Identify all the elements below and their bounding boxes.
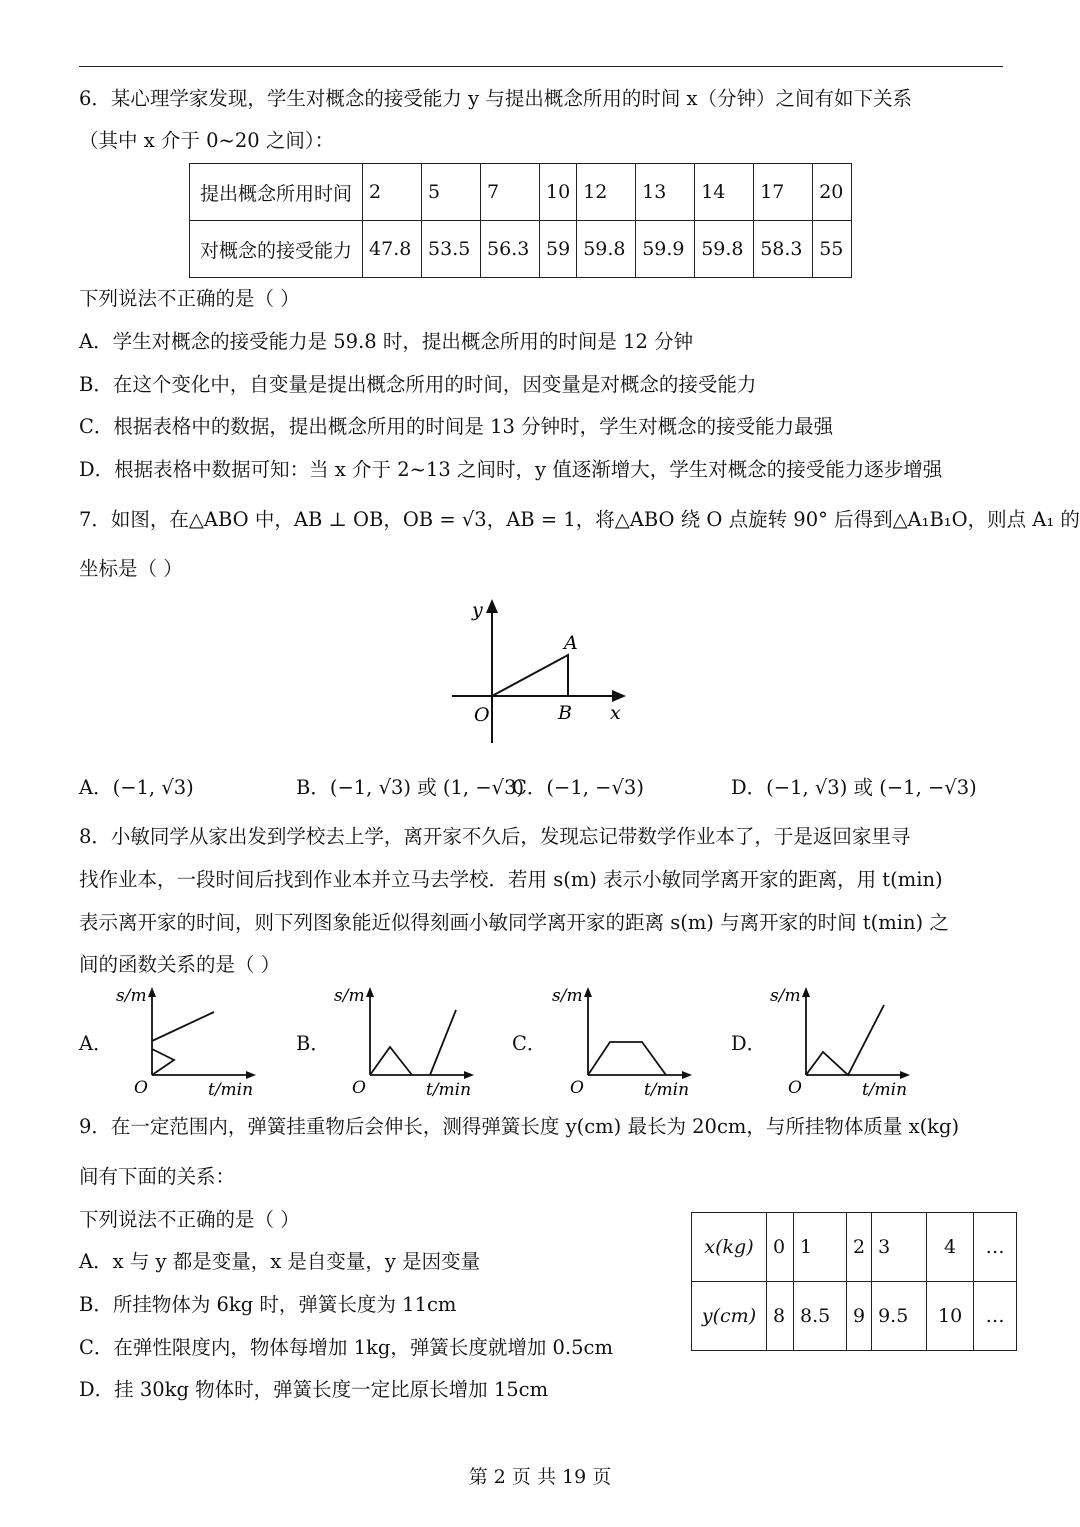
- table-cell: 12: [577, 164, 636, 221]
- table-cell: 9: [847, 1282, 872, 1351]
- table-cell: 4: [927, 1213, 974, 1282]
- q6-option-a[interactable]: A．学生对概念的接受能力是 59.8 时，提出概念所用的时间是 12 分钟: [79, 330, 694, 353]
- table-cell: y(cm): [692, 1282, 767, 1351]
- table-cell: 56.3: [481, 221, 540, 278]
- table-cell: 10: [540, 164, 577, 221]
- table-cell: 59.8: [577, 221, 636, 278]
- q6-stem-line1: 6．某心理学家发现，学生对概念的接受能力 y 与提出概念所用的时间 x（分钟）之间有如下关系: [79, 87, 913, 110]
- table-cell: 2: [847, 1213, 872, 1282]
- graph-origin-label: O: [352, 1078, 366, 1098]
- q8-line3: 表示离开家的时间，则下列图象能近似得刻画小敏同学离开家的距离 s(m) 与离开家的时间 t(min) 之: [79, 911, 949, 934]
- q7-axis-x-label: x: [610, 702, 621, 724]
- table-cell: 10: [927, 1282, 974, 1351]
- q6-prompt: 下列说法不正确的是（ ）: [79, 287, 300, 310]
- q6-table: [189, 163, 852, 278]
- q7-option-b[interactable]: B．(−1, √3) 或 (1, −√3): [296, 776, 525, 799]
- q9-line2: 间有下面的关系：: [79, 1165, 236, 1188]
- q7-option-c[interactable]: C．(−1, −√3): [512, 776, 644, 799]
- table-cell: 1: [794, 1213, 847, 1282]
- table-cell: 59.9: [636, 221, 695, 278]
- q7-axis-y-label: y: [472, 599, 483, 621]
- q6-option-d[interactable]: D．根据表格中数据可知：当 x 介于 2~13 之间时，y 值逐渐增大，学生对概念的接受能力逐步增强: [79, 458, 943, 481]
- table-row: [190, 164, 852, 221]
- table-cell: 55: [813, 221, 852, 278]
- q8-option-b[interactable]: B．: [296, 1032, 330, 1055]
- table-cell: x(kg): [692, 1213, 767, 1282]
- table-cell: 58.3: [754, 221, 813, 278]
- table-cell: 9.5: [872, 1282, 927, 1351]
- q8-graph-d[interactable]: [766, 983, 916, 1098]
- table-cell: 59.8: [695, 221, 754, 278]
- table-cell: 3: [872, 1213, 927, 1282]
- table-row: [692, 1213, 1017, 1282]
- graph-s-label: s/m: [334, 986, 365, 1006]
- graph-t-label: t/min: [208, 1080, 254, 1098]
- q7-point-b-label: B: [558, 702, 572, 724]
- q9-option-b[interactable]: B．所挂物体为 6kg 时，弹簧长度为 11cm: [79, 1293, 457, 1316]
- graph-origin-label: O: [788, 1078, 802, 1098]
- q8-option-a[interactable]: A．: [79, 1032, 113, 1055]
- q9-table: [691, 1212, 1017, 1351]
- q8-line1: 8．小敏同学从家出发到学校去上学，离开家不久后，发现忘记带数学作业本了，于是返回家里寻: [79, 825, 911, 848]
- q8-graph-b[interactable]: [330, 983, 480, 1098]
- header-rule: [79, 66, 1003, 67]
- graph-t-label: t/min: [862, 1080, 908, 1098]
- table-cell: 2: [363, 164, 422, 221]
- q9-line1: 9．在一定范围内，弹簧挂重物后会伸长，测得弹簧长度 y(cm) 最长为 20cm，与所挂物体质量 x(kg): [79, 1115, 960, 1138]
- table-cell: 7: [481, 164, 540, 221]
- table-cell: 59: [540, 221, 577, 278]
- q8-line2: 找作业本，一段时间后找到作业本并立马去学校．若用 s(m) 表示小敏同学离开家的距离，用 t(min): [79, 868, 943, 891]
- graph-s-label: s/m: [116, 986, 147, 1006]
- graph-t-label: t/min: [426, 1080, 472, 1098]
- table-cell: 5: [422, 164, 481, 221]
- table-cell: 17: [754, 164, 813, 221]
- q7-option-a[interactable]: A．(−1, √3): [79, 776, 194, 799]
- q9-option-a[interactable]: A．x 与 y 都是变量，x 是自变量，y 是因变量: [79, 1250, 481, 1273]
- table-row: [692, 1282, 1017, 1351]
- q8-option-d[interactable]: D．: [731, 1032, 767, 1055]
- table-cell: 8.5: [794, 1282, 847, 1351]
- page-footer: 第 2 页 共 19 页: [468, 1466, 612, 1488]
- q6-stem-line2: （其中 x 介于 0~20 之间）：: [79, 129, 335, 152]
- graph-t-label: t/min: [644, 1080, 690, 1098]
- q6-option-b[interactable]: B．在这个变化中，自变量是提出概念所用的时间，因变量是对概念的接受能力: [79, 373, 757, 396]
- table-cell: …: [974, 1282, 1017, 1351]
- q7-option-d[interactable]: D．(−1, √3) 或 (−1, −√3): [731, 776, 977, 799]
- table-cell: 0: [767, 1213, 794, 1282]
- q8-graph-c[interactable]: [548, 983, 698, 1098]
- table-cell: 47.8: [363, 221, 422, 278]
- table-cell: 14: [695, 164, 754, 221]
- graph-s-label: s/m: [770, 986, 801, 1006]
- q9-option-d[interactable]: D．挂 30kg 物体时，弹簧长度一定比原长增加 15cm: [79, 1378, 549, 1401]
- table-cell: 13: [636, 164, 695, 221]
- graph-origin-label: O: [570, 1078, 584, 1098]
- table-cell: 8: [767, 1282, 794, 1351]
- graph-origin-label: O: [134, 1078, 148, 1098]
- q7-triangle-figure: [440, 595, 640, 750]
- q6-option-c[interactable]: C．根据表格中的数据，提出概念所用的时间是 13 分钟时，学生对概念的接受能力最强: [79, 415, 834, 438]
- table-cell: 提出概念所用时间: [190, 164, 363, 221]
- q7-origin-label: O: [474, 704, 490, 726]
- table-cell: 53.5: [422, 221, 481, 278]
- q7-stem-line2: 坐标是（ ）: [79, 557, 183, 580]
- graph-s-label: s/m: [552, 986, 583, 1006]
- q7-stem-line1: 7．如图，在△ABO 中，AB ⊥ OB，OB = √3，AB = 1，将△ABO 绕 O 点旋转 90° 后得到△A₁B₁O，则点 A₁ 的: [79, 508, 1080, 531]
- q8-line4: 间的函数关系的是（ ）: [79, 953, 281, 976]
- table-row: [190, 221, 852, 278]
- table-cell: 20: [813, 164, 852, 221]
- table-cell: 对概念的接受能力: [190, 221, 363, 278]
- q7-point-a-label: A: [564, 632, 578, 654]
- q9-prompt: 下列说法不正确的是（ ）: [79, 1208, 300, 1231]
- table-cell: …: [974, 1213, 1017, 1282]
- q8-option-c[interactable]: C．: [512, 1032, 547, 1055]
- q9-option-c[interactable]: C．在弹性限度内，物体每增加 1kg，弹簧长度就增加 0.5cm: [79, 1336, 613, 1359]
- q8-graph-a[interactable]: [112, 983, 262, 1098]
